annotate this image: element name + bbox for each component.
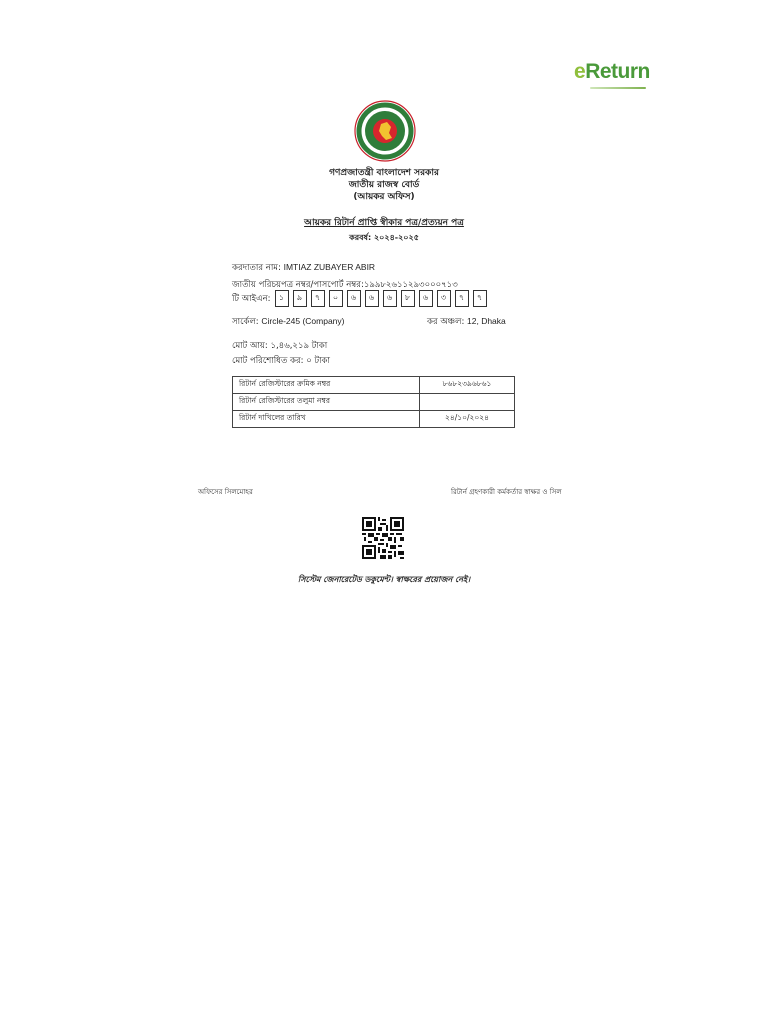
zone-line: কর অঞ্চল: 12, Dhaka [427,316,506,327]
register-volume-label: রিটার্ন রেজিস্টারের তলুমা নম্বর [233,394,420,411]
office-seal-label: অফিসের সিলমোহর [198,488,253,496]
register-serial-label: রিটার্ন রেজিস্টারের ক্রমিক নম্বর [233,377,420,394]
circle-value: Circle-245 (Company) [261,316,345,326]
tax-paid-value: ০ টাকা [306,356,330,366]
tin-digit: ৮ [401,290,415,307]
tin-digit: ৬ [347,290,361,307]
income-value: ১,৪৬,২১৯ টাকা [270,341,328,351]
tin-digit: ৭ [473,290,487,307]
tin-digit: ৬ [365,290,379,307]
system-generated-note: সিস্টেম জেনারেটেড ডকুমেন্ট। স্বাক্ষরের প্রয়োজন নেই। [297,575,471,584]
officer-signature-label: রিটার্ন গ্রহণকারী কর্মকর্তার স্বাক্ষর ও সিল [451,488,562,496]
register-volume-value [420,394,515,411]
zone-value: 12, Dhaka [467,316,506,326]
government-seal-icon [354,100,416,162]
nid-value: ১৯৯৮২৬১১২৯৩০০০৭১৩ [363,280,458,290]
tax-paid-line: মোট পরিশোধিত কর: ০ টাকা [232,356,330,366]
tin-digit: ৭ [455,290,469,307]
tin-digit: ৬ [419,290,433,307]
submission-date-label: রিটার্ন দাখিলের তারিখ [233,411,420,428]
tin-digit: ৯ [293,290,307,307]
tin-digit: ০ [329,290,343,307]
income-line: মোট আয়: ১,৪৬,২১৯ টাকা [232,341,328,351]
taxpayer-name: IMTIAZ ZUBAYER ABIR [283,262,376,272]
qr-code-icon [361,517,405,559]
register-serial-value: ৮৬৮২৩৯৬৮৬১ [420,377,515,394]
table-row [233,411,515,428]
table-row [233,377,515,394]
tin-digit: ৬ [383,290,397,307]
tin-digit: ১ [275,290,289,307]
document-title: আয়কর রিটার্ন প্রাপ্তি স্বীকার পত্র/প্রত্যয়ন পত্র [304,218,464,228]
logo-underline [590,87,646,89]
nid-line: জাতীয় পরিচয়পত্র নম্বর/পাসপোর্ট নম্বর:১৯৯৮২৬১১২৯৩০০০৭১৩ [232,280,458,290]
table-row [233,394,515,411]
office-name: (আয়কর অফিস) [353,192,415,202]
circle-line: সার্কেল: Circle-245 (Company) [232,316,345,327]
register-table [232,376,515,428]
tin-row: টি আইএন: ১ ৯ ৭ ০ ৬ ৬ ৬ ৮ ৬ ৩ ৭ ৭ [232,290,491,307]
tax-year: করবর্ষ: ২০২৪-২০২৫ [349,233,419,242]
gov-name: গণপ্রজাতন্ত্রী বাংলাদেশ সরকার [329,168,439,178]
board-name: জাতীয় রাজস্ব বোর্ড [348,180,420,190]
tin-digit: ৭ [311,290,325,307]
tin-digit: ৩ [437,290,451,307]
ereturn-logo: eReturn [574,60,650,83]
submission-date-value: ২৪/১০/২০২৪ [420,411,515,428]
taxpayer-name-line: করদাতার নাম: IMTIAZ ZUBAYER ABIR [232,262,376,273]
